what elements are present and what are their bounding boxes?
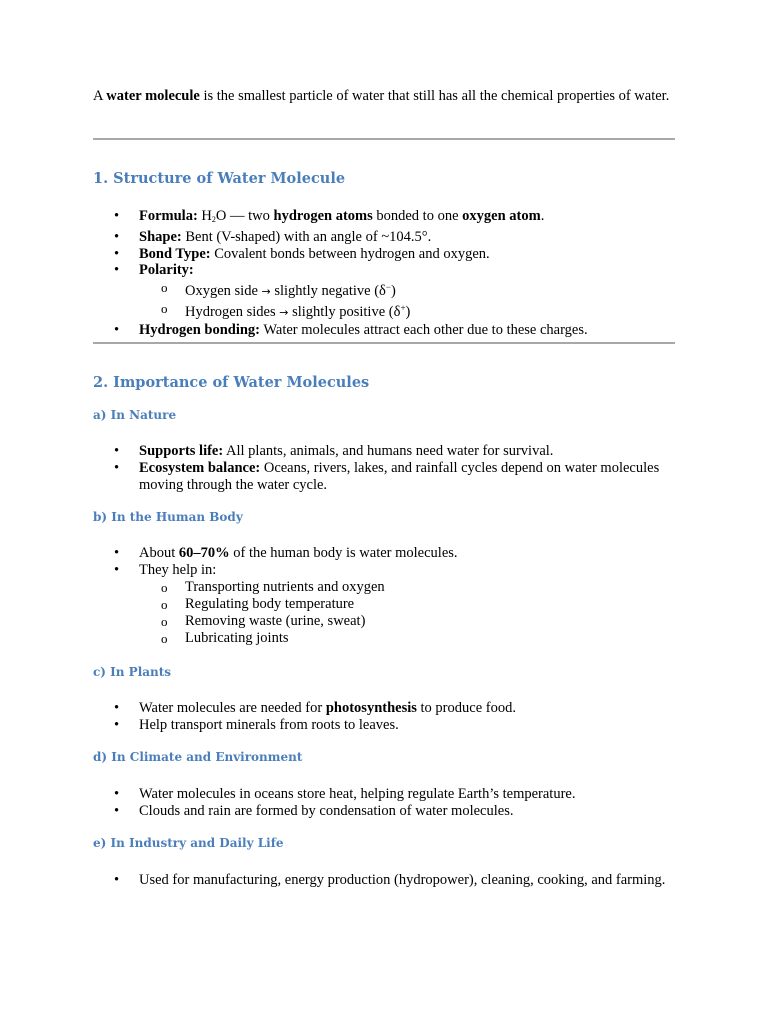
subheading-climate: d) In Climate and Environment	[93, 750, 303, 764]
subheading-human-body: b) In the Human Body	[93, 510, 243, 524]
divider-2	[93, 342, 675, 344]
shape-text: Bent (V-shaped) with an angle of ~104.5°.	[181, 228, 432, 245]
about-pre: About	[139, 545, 179, 561]
polarity-side: Hydrogen sides	[185, 304, 276, 321]
list-item	[93, 562, 675, 648]
polarity-sublist	[139, 279, 675, 321]
sub-list-item: o Transporting nutrients and oxygen	[139, 579, 675, 596]
sub-list-item: o Regulating body temperature	[139, 596, 675, 613]
polarity-oxygen-item	[139, 279, 675, 300]
hydrogen-bonding-text: Water molecules attract each other due to these charges.	[260, 321, 588, 338]
polarity-desc: slightly negative (δ	[274, 283, 386, 300]
industry-list	[93, 872, 675, 889]
hydrogen-bonding-label: Hydrogen bonding:	[139, 321, 261, 338]
formula-mid: — two	[226, 208, 274, 224]
plants-list	[93, 700, 675, 734]
list-item: • Used for manufacturing, energy production (hydropower), cleaning, cooking, and farming.	[93, 872, 675, 889]
about-percent: 60–70%	[178, 545, 230, 561]
help-text: They help in:	[139, 561, 217, 578]
hydrogen-bonding-item	[93, 322, 675, 339]
formula-subscript: 2	[211, 215, 216, 224]
formula-oxygen-atom: oxygen atom	[462, 208, 541, 224]
polarity-item	[93, 262, 675, 321]
sub-list-item: o Lubricating joints	[139, 630, 675, 647]
subheading-plants: c) In Plants	[93, 665, 172, 679]
intro-rest: is the smallest particle of water that still has all the chemical properties of water.	[199, 88, 670, 104]
plants-photosynthesis: photosynthesis	[325, 700, 417, 716]
list-item	[93, 443, 675, 460]
formula-hydrogen-atoms: hydrogen atoms	[273, 208, 373, 224]
item-text: Oceans, rivers, lakes, and rainfall cycles depend on water molecules moving through the water cycle.	[139, 459, 660, 493]
list-item: • Clouds and rain are formed by condensation of water molecules.	[93, 803, 675, 820]
shape-label: Shape:	[139, 228, 182, 245]
divider-1	[93, 138, 675, 140]
list-item: • Water molecules in oceans store heat, helping regulate Earth’s temperature.	[93, 786, 675, 803]
sub-list-item: o Removing waste (urine, sweat)	[139, 613, 675, 630]
formula-h: H	[201, 208, 212, 224]
human-body-list	[93, 545, 675, 647]
section-1-heading: 1. Structure of Water Molecule	[93, 170, 346, 187]
right-arrow-icon: →	[279, 306, 289, 320]
charge-sign: +	[400, 303, 406, 314]
intro-prefix: A	[93, 88, 107, 104]
plants-post: to produce food.	[416, 700, 516, 716]
shape-item	[93, 229, 675, 246]
formula-o: O	[215, 208, 227, 224]
item-label: Ecosystem balance:	[139, 459, 261, 476]
subheading-nature: a) In Nature	[93, 408, 177, 422]
plants-pre: Water molecules are needed for	[139, 700, 326, 716]
list-item: • Help transport minerals from roots to leaves.	[93, 717, 675, 734]
bond-type-text: Covalent bonds between hydrogen and oxygen.	[210, 245, 490, 262]
subheading-industry: e) In Industry and Daily Life	[93, 836, 284, 850]
formula-mid2: bonded to one	[372, 208, 463, 224]
climate-list	[93, 786, 675, 820]
list-item	[93, 700, 675, 717]
polarity-label: Polarity:	[139, 262, 194, 279]
intro-term: water molecule	[106, 88, 200, 104]
intro-paragraph	[93, 88, 675, 105]
polarity-side: Oxygen side	[185, 283, 258, 300]
list-item	[93, 545, 675, 562]
charge-sign: −	[385, 282, 391, 293]
item-text: All plants, animals, and humans need water for survival.	[223, 443, 554, 459]
bond-type-item	[93, 246, 675, 263]
bond-type-label: Bond Type:	[139, 245, 211, 262]
item-label: Supports life:	[139, 443, 224, 459]
list-item	[93, 460, 675, 494]
about-post: of the human body is water molecules.	[229, 545, 458, 561]
polarity-desc: slightly positive (δ	[292, 304, 401, 321]
formula-item	[93, 208, 675, 229]
polarity-close: )	[390, 283, 396, 300]
section-2-heading: 2. Importance of Water Molecules	[93, 374, 370, 391]
formula-label: Formula:	[139, 208, 198, 224]
right-arrow-icon: →	[261, 285, 271, 299]
polarity-hydrogen-item	[139, 300, 675, 321]
help-sublist	[139, 579, 675, 648]
structure-list	[93, 208, 675, 338]
nature-list	[93, 443, 675, 493]
formula-end: .	[540, 208, 545, 224]
polarity-close: )	[405, 304, 411, 321]
